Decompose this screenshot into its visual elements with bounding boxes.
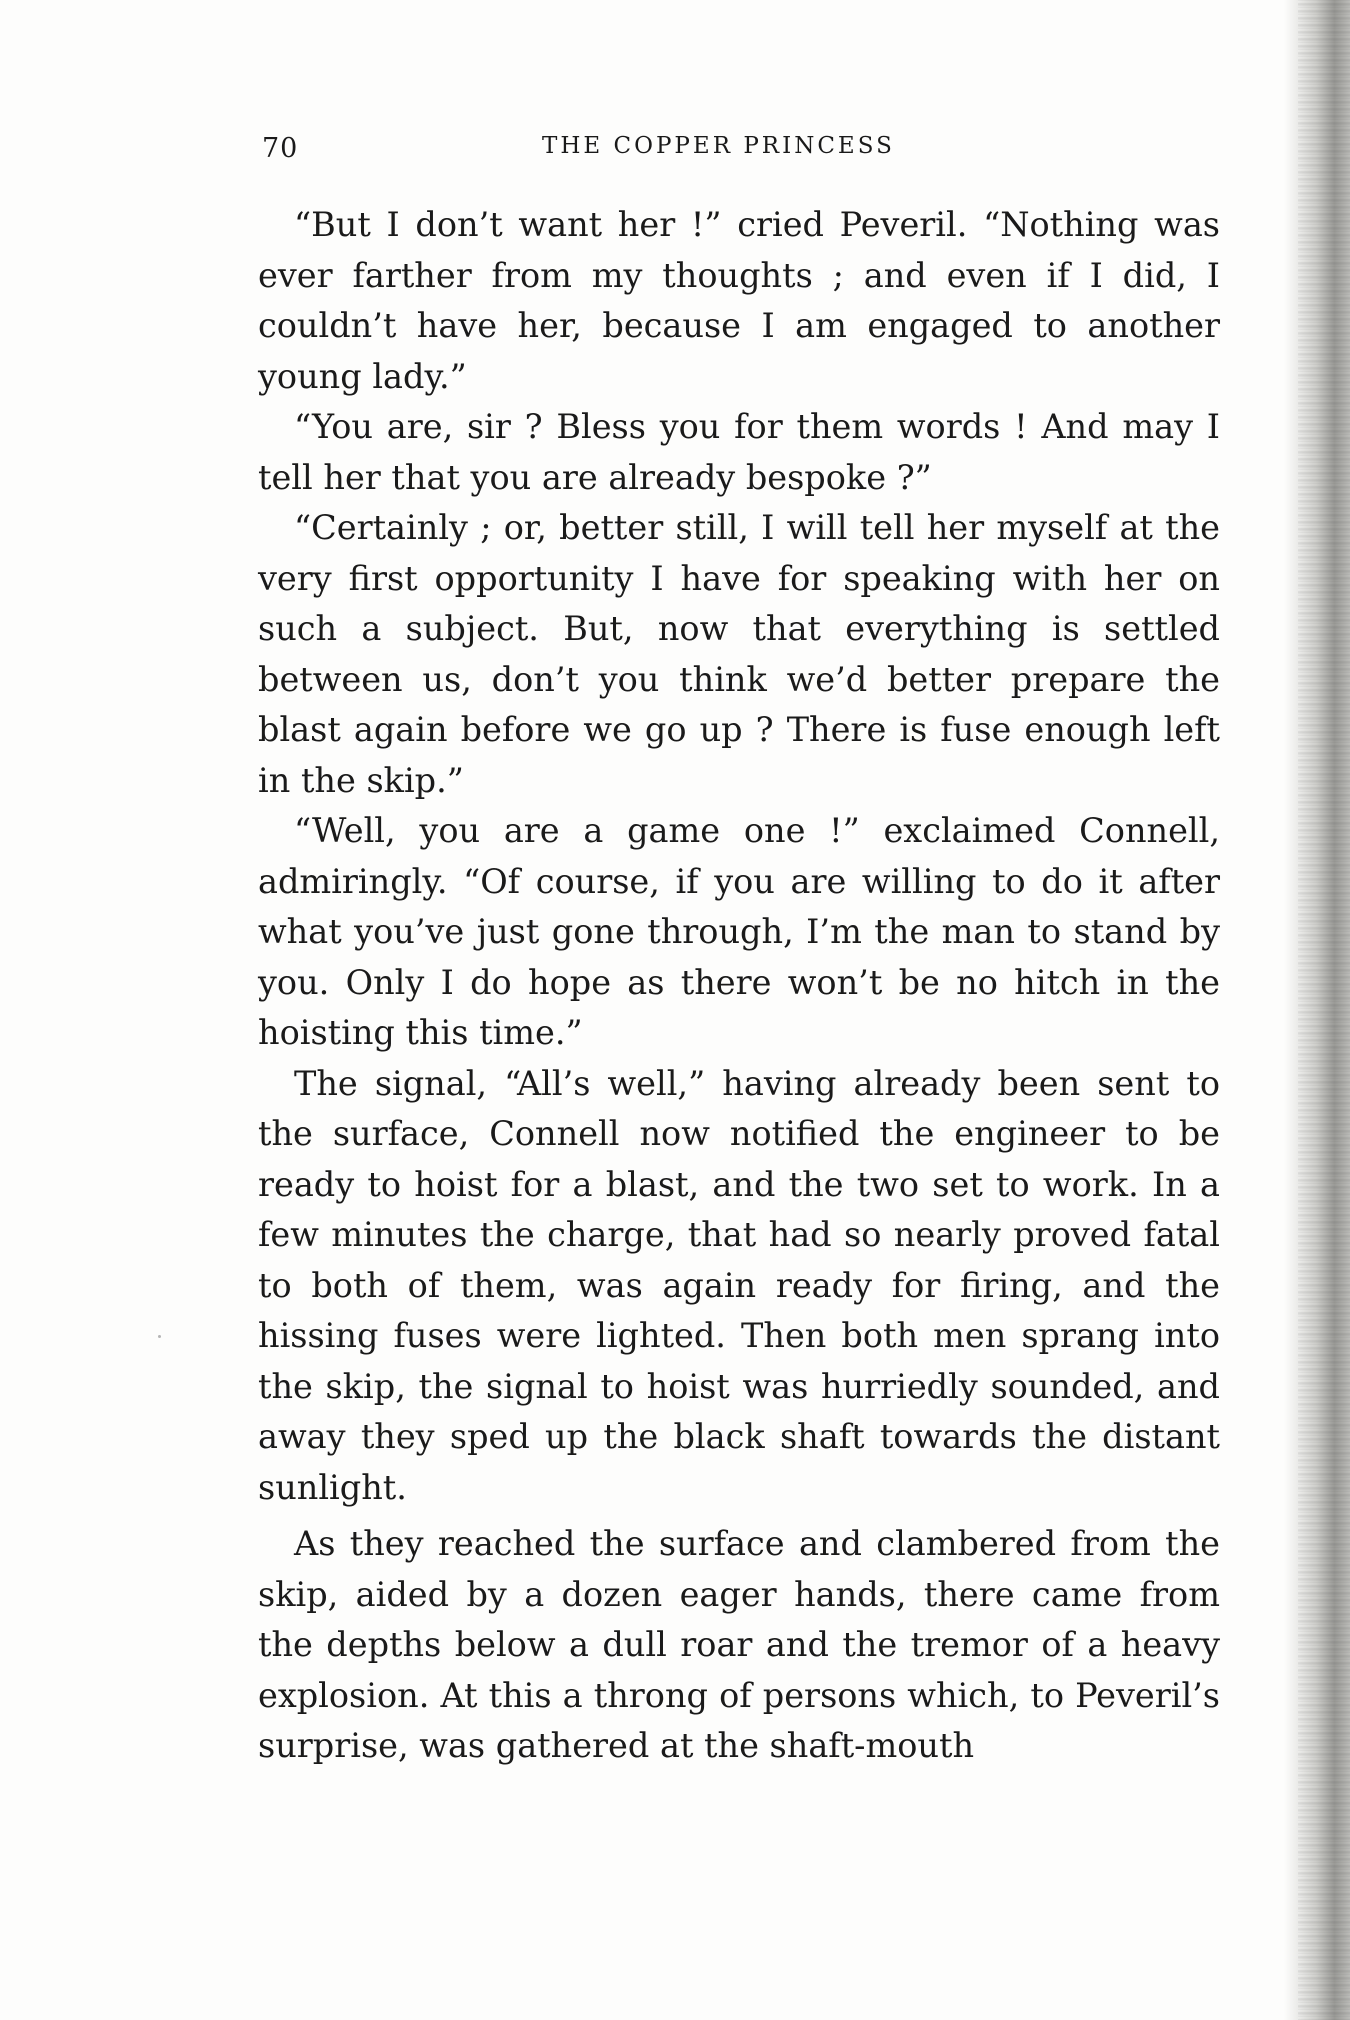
body-text	[258, 200, 1220, 1772]
page-number: 70	[262, 133, 299, 164]
paragraph: “Well, you are a game one !” exclaimed Connell, admiringly. “Of course, if you are willing to do it after what you’ve just gone through, I’m the man to stand by you. Only I do hope as there won’t be no hitch in the hoisting this time.”	[258, 811, 1220, 1052]
paragraph: “But I don’t want her !” cried Peveril. “Nothing was ever farther from my thoughts ; and even if I did, I couldn’t have her, because I am engaged to another young lady.”	[258, 205, 1220, 396]
running-head	[262, 133, 1222, 173]
page-edge-shadow	[1284, 0, 1298, 2020]
page-edge	[1298, 0, 1350, 2020]
paragraph: As they reached the surface and clambered from the skip, aided by a dozen eager hands, there came from the depths below a dull roar and the tremor of a heavy explosion. At this a throng of persons which, to Peveril’s surprise, was gathered at the shaft-mouth	[258, 1524, 1220, 1765]
scan-speck	[158, 1335, 161, 1338]
paragraph: “Certainly ; or, better still, I will tell her myself at the very first opportunity I have for speaking with her on such a subject. But, now that everything is settled between us, don’t you think we’d better prepare the blast again before we go up ? There is fuse enough left in the skip.”	[258, 508, 1220, 800]
paragraph: The signal, “All’s well,” having already been sent to the surface, Connell now notified the engineer to be ready to hoist for a blast, and the two set to work. In a few minutes the charge, that had so nearly proved fatal to both of them, was again ready for firing, and the hissing fuses were lighted. Then both men sprang into the skip, the signal to hoist was hurriedly sounded, and away they sped up the black shaft towards the distant sunlight.	[258, 1063, 1220, 1507]
paragraph: “You are, sir ? Bless you for them words ! And may I tell her that you are already bespoke ?”	[258, 407, 1220, 497]
running-title: THE COPPER PRINCESS	[542, 133, 895, 159]
